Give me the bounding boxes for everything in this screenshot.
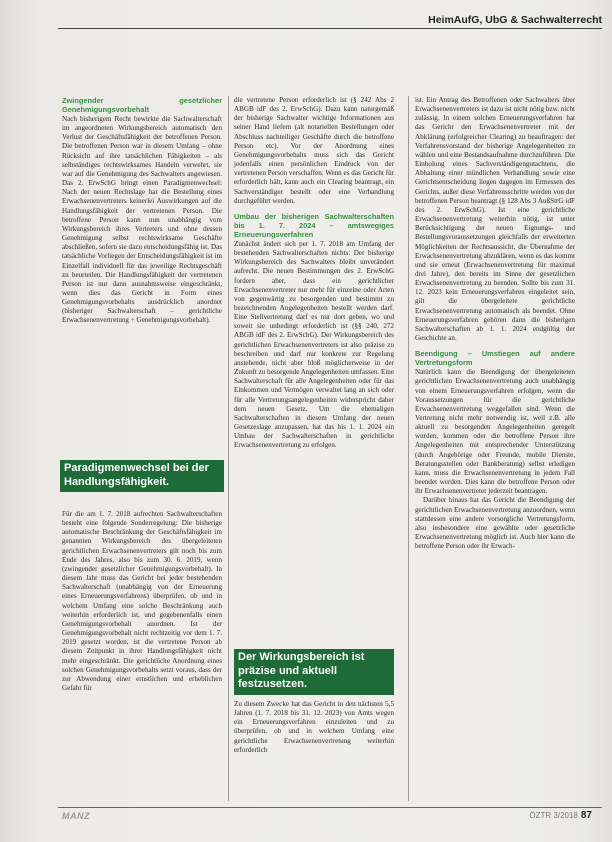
pull-quote: Paradigmenwechsel bei der Handlungsfähigkeit. bbox=[60, 460, 224, 492]
pull-quote-box bbox=[60, 460, 224, 492]
running-head: HeimAufG, UbG & Sachwalterrecht bbox=[428, 14, 602, 26]
pull-quote: Der Wirkungsbereich ist präzise und aktuell festzusetzen. bbox=[234, 649, 394, 695]
body-paragraph: Darüber hinaus hat das Gericht die Beendigung der gerichtlichen Erwachsenenvertretung anzuordnen, wenn stattdessen eine andere vorsorgliche Vertretungsform, also insbesondere eine gewählte oder gesetzliche Erwachsenenvertretung möglich ist. Auch hier kann die betroffene Person oder ihr Erwach- bbox=[415, 496, 575, 551]
body-paragraph: die vertretene Person erforderlich ist (§ 242 Abs 2 ABGB idF des 2. ErwSchG). Dazu kann naturgemäß der bisherige Sachwalter wichtige Informationen aus seiner Hand liefern (alt notariellen Bestellungen oder Abschluss nachteiliger Geschäfte durch die betroffene Person etc). Vor der Anordnung eines Genehmigungsvorbehalts muss sich das Gericht jedenfalls einen persönlichen Eindruck von der vertretenen Person verschaffen. Wenn es das Gericht für erforderlich hält, kann auch ein Clearing beantragt, ein Sachverständiger bestellt oder eine Verhandlung durchgeführt werden. bbox=[234, 96, 394, 205]
body-paragraph: Für die am 1. 7. 2018 aufrechten Sachwalterschaften besteht eine folgende Sonderregelung: Die bisherige automatische Beschränkung der Geschäftsfähigkeit im genannten Wirkungsbereich des übergeleiteten gerichtlichen Erwachsenenvertreters gilt noch bis zum Ende des Jahres, also bis zum 30. 6. 2019, wenn (zwingender gesetzlicher Genehmigungsvorbehalt). In diesem Jahr muss das Gericht bei jeder bestehenden Sachwalterschaft (unabhängig von der Erneuerung eines Erneuerungsverfahrens) überprüfen, ob und in welchem Umfang eine solche Beschränkung auch weiterhin erforderlich ist, und gegebenenfalls einen Genehmigungsvorbehalt anordnen. Ist der Genehmigungsvorbehalt nicht rechtzeitig vor dem 1. 7. 2019 gesetzt worden, ist die vertretene Person ab diesem Zeitpunkt in ihrer Handlungsfähigkeit nicht mehr eingeschränkt. Die gerichtliche Anordnung eines solchen Genehmigungsvorbehalts setzt voraus, dass der zur Abwendung einer ernstlichen und erheblichen Gefahr für bbox=[62, 510, 222, 692]
body-paragraph: Nach bisherigem Recht bewirkte die Sachwalterschaft im angeordneten Wirkungsbereich automatisch den Verlust der Geschäftsfähigkeit der betroffenen Person. Die betroffenen Person war in diesem Umfang – ohne Rücksicht auf ihre tatsächlichen Fähigkeiten – als selbständiges rechtswirksames Handeln verwehrt, sie war auf die Genehmigung des Sachwalters angewiesen. Das 2. ErwSchG bringt einen Paradigmenwechsel: Nach der neuen Rechtslage hat die Bestellung eines Erwachsenenvertreters keinerlei Auswirkungen auf die Handlungsfähigkeit der vertretenen Person. Die betroffene Person kann nun unabhängig vom Wirkungsbereich ihres Vertreters und ohne dessen Genehmigung selbst rechtswirksame Geschäfte abschließen, sofern sie dazu entscheidungsfähig ist. Das tatsächliche Vorliegen der Entscheidungsfähigkeit ist im Einzelfall individuell für das jeweilige Rechtsgeschäft zu beurteilen. Die Handlungsfähigkeit der vertretenen Person ist nur dann ausnahmsweise eingeschränkt, wenn dies das Gericht in Form eines Genehmigungsvorbehalts ausdrücklich anordnet (bisheriger Sachwalterschaft – gerichtliche Erwachsenenvertretung + Genehmigungsvorbehalt). bbox=[62, 115, 222, 325]
column-2-continued bbox=[234, 700, 394, 755]
column-divider bbox=[228, 96, 229, 801]
section-heading: Beendigung – Umstiegen auf andere Vertretungsform bbox=[415, 349, 575, 368]
body-paragraph: Natürlich kann die Beendigung der übergeleiteten gerichtlichen Erwachsenenvertretung auch unabhängig von einem Erneuerungsverfahren erfolgen, wenn die Voraussetzungen für die gerichtliche Erwachsenenvertretung weggefallen sind. Wenn die Vertretung nicht mehr notwendig ist, weil z.B. alle aktuell zu besorgenden Angelegenheiten geregelt wurden, kommen oder die betroffene Person ihre Angelegenheiten mit entsprechender Unterstützung (durch Angehörige oder Freunde, mobile Dienste, Beratungsstellen oder Bankberatung) selbst erledigen kann, muss die Erwachsenenvertretung in jedem Fall beendet werden. Dies kann die betroffene Person oder ihr Erwachsenenvertreter jederzeit beantragen. bbox=[415, 368, 575, 496]
body-paragraph: ist. Ein Antrag des Betroffenen oder Sachwalters über Erwachsenenvertreters ist dazu ist nicht nötig bzw. nicht zulässig. In einem solchen Erneuerungsverfahren hat das Gericht den Erwachsenenvertreter mit der Abklärung (erfolgreicher Clearing) zu beauftragen: der Verfahrensvorstand der bisherige Angelegenheiten zu wählen und eine Bestandsaufnahme durchzuführen. Die Einholung eines Sachverständigengutachtens, die Abhaltung einer mündlichen Verhandlung sowie eine Gerichtsentscheidung liegen dagegen im Ermessen des Gerichts, außer diese Verfahrensschritte werden von der betroffenen Person beantragt (§ 128 Abs 3 AußStrG idF des 2. ErwSchG). Ist eine gerichtliche Erwachsenenvertretung weiterhin nötig, ist unter Berücksichtigung der neuen Eignungs- und Bestellungsvoraussetzungen gleichfalls der erweiterten Möglichkeiten der Rechtsaussicht, die Übernahme der Erwachsenenvertretung abzuklären, wenn es das kommt und sie erneut (Erwachsenenvertretung für maximal drei Jahre), den bereits im Sinne der gesetzlichen Erwachsenenvertretung zu beenden. Sollte bis zum 31. 12. 2023 kein Erneuerungsverfahren eingeleitet sein, gilt die übergeleitete gerichtliche Erwachsenenvertretung automatisch als beendet. Ohne Erneuerungsverfahren gehören dann die bisherigen Sachwalterschaften ab 1. 1. 2024 endgültig der Geschichte an. bbox=[415, 96, 575, 343]
section-heading: Zwingender gesetzlicher Genehmigungsvorbehalt bbox=[62, 96, 222, 114]
pull-quote-box bbox=[234, 649, 394, 695]
body-paragraph: Zunächst ändert sich per 1. 7. 2018 am Umfang der bestehenden Sachwalterschaften nichts: Der bisherige Wirkungsbereich des Sachwalters bleibt unverändert aufrecht. Die neuen Bestimmungen des 2. ErwSchG fordern aber, dass ein gerichtlicher Erwachsenenvertreter nur mehr für einzelne oder Arten von gegenwärtig zu besorgenden und bestimmt zu bezeichnenden Angelegenheiten bestellt werden darf. Eine Stellvertretung darf es nur dort geben, wo und soweit sie unbedingt erforderlich ist (§§ 240, 272 ABGB idF des 2. ErwSchG). Der Wirkungsbereich des gerichtlichen Erwachsenenvertreters ist also präzise zu beschreiben und darf nur konkrete zur Regelung anstehende, nicht aber bloß möglicherweise in der Zukunft zu besorgende Angelegenheiten umfassen. Eine Sachwalterschaft für alle Angelegenheiten oder für das Einkommen und Vermögen verwaltet lang an sich oder für alle Vertretungsangelegenheiten widerspricht daher dem neuen Gesetz. Um die ehemaligen Sachwalterschaften in diesem Umfang der neuen Gesetzeslage anzupassen, hat das bis 1. 1. 2024 ein Umbau der Sachwalterschaften in gerichtliche Erwachsenenvertretung zu erfolgen. bbox=[234, 239, 394, 450]
section-heading: Umbau der bisherigen Sachwalterschaften bis 1. 7. 2024 – amtswegiges Erneuerungsverfahren bbox=[234, 211, 394, 239]
page-folio bbox=[529, 810, 592, 821]
column-1 bbox=[62, 96, 222, 326]
column-divider bbox=[408, 96, 409, 801]
footer-rule bbox=[58, 807, 602, 808]
body-paragraph: Zu diesem Zwecke hat das Gericht in den nächsten 5,5 Jahren (1. 7. 2018 bis 31. 12. 2023) von Amts wegen ein Erneuerungsverfahren einzuleiten und zu überprüfen, ob und in welchem Umfang eine gerichtliche Erwachsenenvertretung weiterhin erforderlich bbox=[234, 700, 394, 754]
column-1-continued bbox=[62, 510, 222, 693]
journal-issue: ÖZTR 3/2018 bbox=[529, 811, 578, 820]
column-3 bbox=[415, 96, 575, 551]
publisher-logo: MANZ bbox=[62, 811, 90, 821]
header-rule bbox=[58, 28, 602, 29]
column-2 bbox=[234, 96, 394, 450]
page-number: 87 bbox=[580, 810, 592, 821]
